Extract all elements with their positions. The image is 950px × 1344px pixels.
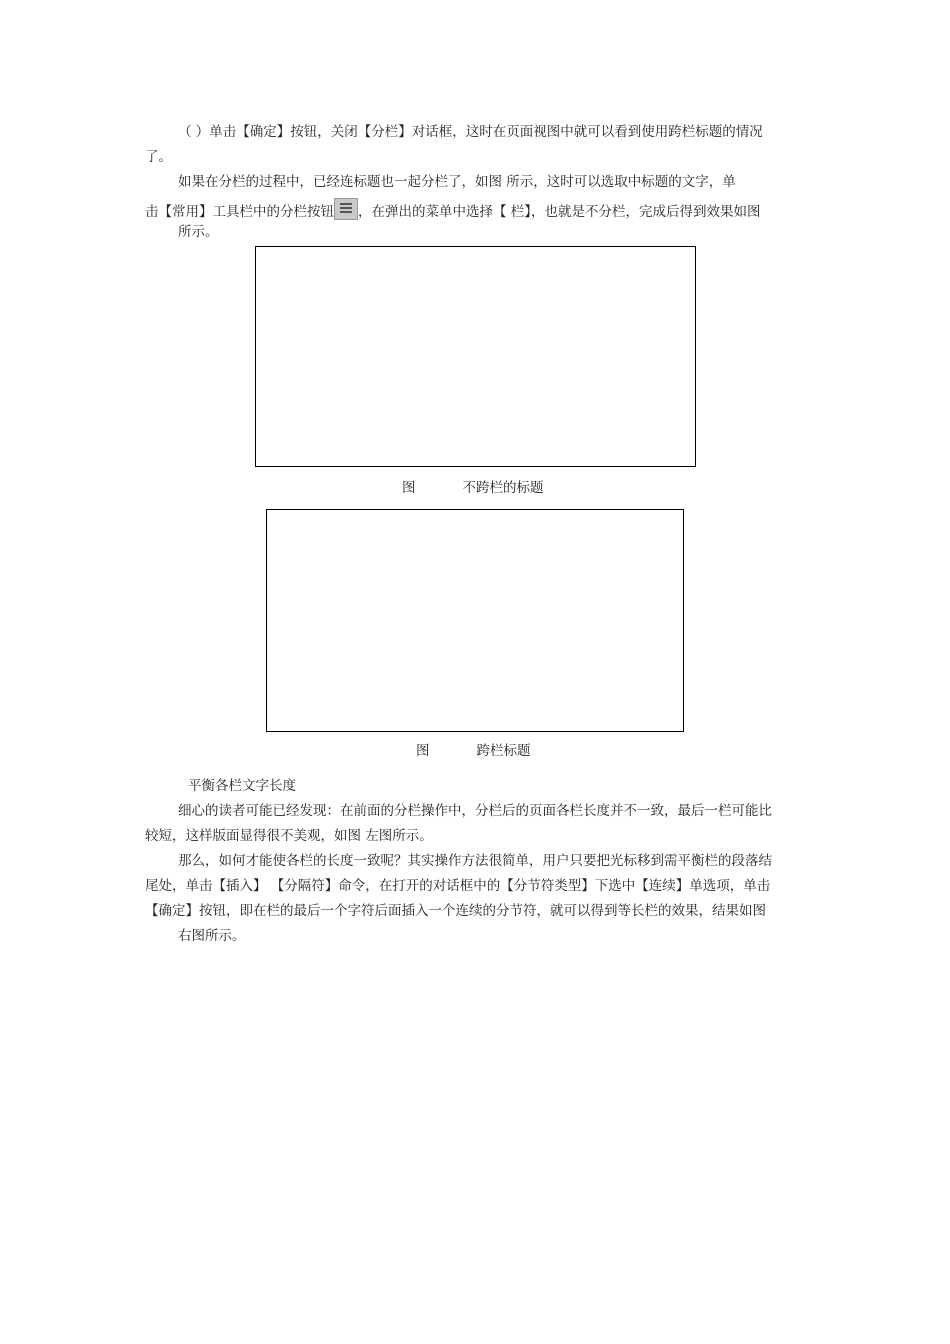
figure-2-caption <box>416 742 531 760</box>
paragraph-line-5: 所示。 <box>178 224 219 240</box>
paragraph-line-1: （ ）单击【确定】按钮，关闭【分栏】对话框，这时在页面视图中就可以看到使用跨栏标题的情况 <box>178 124 763 140</box>
figure-2-caption-text: 跨栏标题 <box>476 743 531 759</box>
paragraph-line-4 <box>145 198 761 221</box>
paragraph-line-10: 【确定】按钮，即在栏的最后一个字符后面插入一个连续的分节符，就可以得到等长栏的效果，结果如图 <box>145 903 766 919</box>
figure-1-caption <box>402 479 544 497</box>
figure-1-image <box>255 246 696 467</box>
paragraph-line-7: 较短，这样版面显得很不美观，如图 左图所示。 <box>145 828 433 844</box>
columns-icon <box>334 198 358 220</box>
figure-1-caption-prefix: 图 <box>402 480 416 496</box>
figure-1-caption-text: 不跨栏的标题 <box>462 480 544 496</box>
figure-2-image <box>266 509 684 732</box>
paragraph-line-8: 那么，如何才能使各栏的长度一致呢？其实操作方法很简单，用户只要把光标移到需平衡栏的段落结 <box>178 853 772 869</box>
paragraph-line-2: 了。 <box>145 149 172 165</box>
figure-2-caption-prefix: 图 <box>416 743 430 759</box>
section-heading: 平衡各栏文字长度 <box>188 778 296 794</box>
paragraph-line-6: 细心的读者可能已经发现：在前面的分栏操作中，分栏后的页面各栏长度并不一致，最后一栏可能比 <box>178 803 772 819</box>
paragraph-line-9: 尾处，单击【插入】 【分隔符】命令，在打开的对话框中的【分节符类型】下选中【连续】单选项，单击 <box>145 878 771 894</box>
paragraph-line-4-tail: ，在弹出的菜单中选择【 栏】，也就是不分栏，完成后得到效果如图 <box>358 204 761 220</box>
paragraph-line-3: 如果在分栏的过程中，已经连标题也一起分栏了，如图 所示，这时可以选取中标题的文字，单 <box>178 174 736 190</box>
paragraph-line-4-text: 击【常用】工具栏中的分栏按钮 <box>145 204 334 220</box>
paragraph-line-11: 右图所示。 <box>178 928 246 944</box>
